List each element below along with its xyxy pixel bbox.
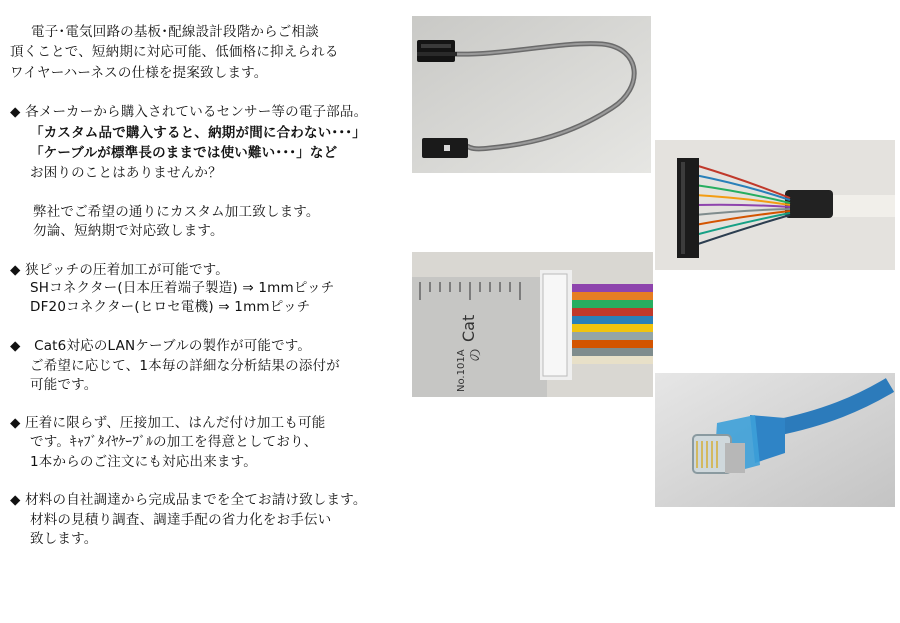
section-1-heading (10, 103, 367, 121)
bullet-diamond-icon: ◆ (10, 492, 21, 508)
ruler-label-code: No.101A (456, 349, 467, 392)
flat-cable-photo (655, 140, 895, 270)
bullet-diamond-icon: ◆ (10, 262, 21, 278)
section-1-line-1: 各メーカーから購入されているセンサー等の電子部品。 (25, 104, 368, 120)
section-5-line-2: 材料の見積り調査、調達手配の省力化をお手伝い (30, 512, 332, 528)
section-3-heading (10, 337, 311, 355)
section-1-line-2: 「カスタム品で購入すると、納期が間に合わない･･･」 (30, 125, 366, 141)
ruler-connector-image (412, 252, 653, 397)
intro-line-3: ワイヤーハーネスの仕様を提案致します。 (10, 65, 268, 81)
section-2-line-2: SHコネクター(日本圧着端子製造) ⇒ 1mmピッチ (30, 280, 335, 296)
bullet-diamond-icon: ◆ (10, 338, 21, 354)
section-4-line-3: 1本からのご注文にも対応出来ます。 (30, 454, 257, 470)
gray-cable-photo (412, 16, 651, 173)
section-3-line-3: 可能です。 (30, 377, 98, 393)
ruler-label-no: の (468, 348, 484, 362)
section-5-heading (10, 491, 367, 509)
section-5-line-1: 材料の自社調達から完成品までを全てお請け致します。 (25, 492, 367, 508)
section-2-line-3: DF20コネクター(ヒロセ電機) ⇒ 1mmピッチ (30, 299, 311, 315)
section-1-line-5: 弊社でご希望の通りにカスタム加工致します。 (33, 204, 320, 220)
section-4-line-2: です。ｷｬﾌﾞﾀｲﾔｹｰﾌﾞﾙの加工を得意としており、 (30, 434, 318, 450)
bullet-diamond-icon: ◆ (10, 104, 21, 120)
intro-line-1: 電子･電気回路の基板･配線設計段階からご相談 (31, 24, 319, 40)
ruler-label-cat: Cat (459, 314, 478, 342)
flat-cable-image (655, 140, 895, 270)
section-2-line-1: 狭ピッチの圧着加工が可能です。 (25, 262, 229, 278)
bullet-diamond-icon: ◆ (10, 415, 21, 431)
section-4-heading (10, 414, 325, 432)
gray-cable-image (412, 16, 651, 173)
section-4-line-1: 圧着に限らず、圧接加工、はんだ付け加工も可能 (25, 415, 326, 431)
section-1-line-3: 「ケーブルが標準長のままでは使い難い･･･」など (30, 145, 338, 161)
ruler-connector-photo (412, 252, 653, 397)
section-3-line-1: Cat6対応のLANケーブルの製作が可能です。 (34, 338, 312, 354)
lan-cable-image (655, 373, 895, 507)
section-2-heading (10, 261, 229, 279)
intro-line-2: 頂くことで、短納期に対応可能、低価格に抑えられる (10, 44, 339, 60)
section-1-line-4: お困りのことはありませんか？ (30, 165, 222, 181)
lan-cable-photo (655, 373, 895, 507)
section-3-line-2: ご希望に応じて、1本毎の詳細な分析結果の添付が (30, 358, 340, 374)
section-5-line-3: 致します。 (30, 531, 98, 547)
section-1-line-6: 勿論、短納期で対応致します。 (33, 223, 224, 239)
